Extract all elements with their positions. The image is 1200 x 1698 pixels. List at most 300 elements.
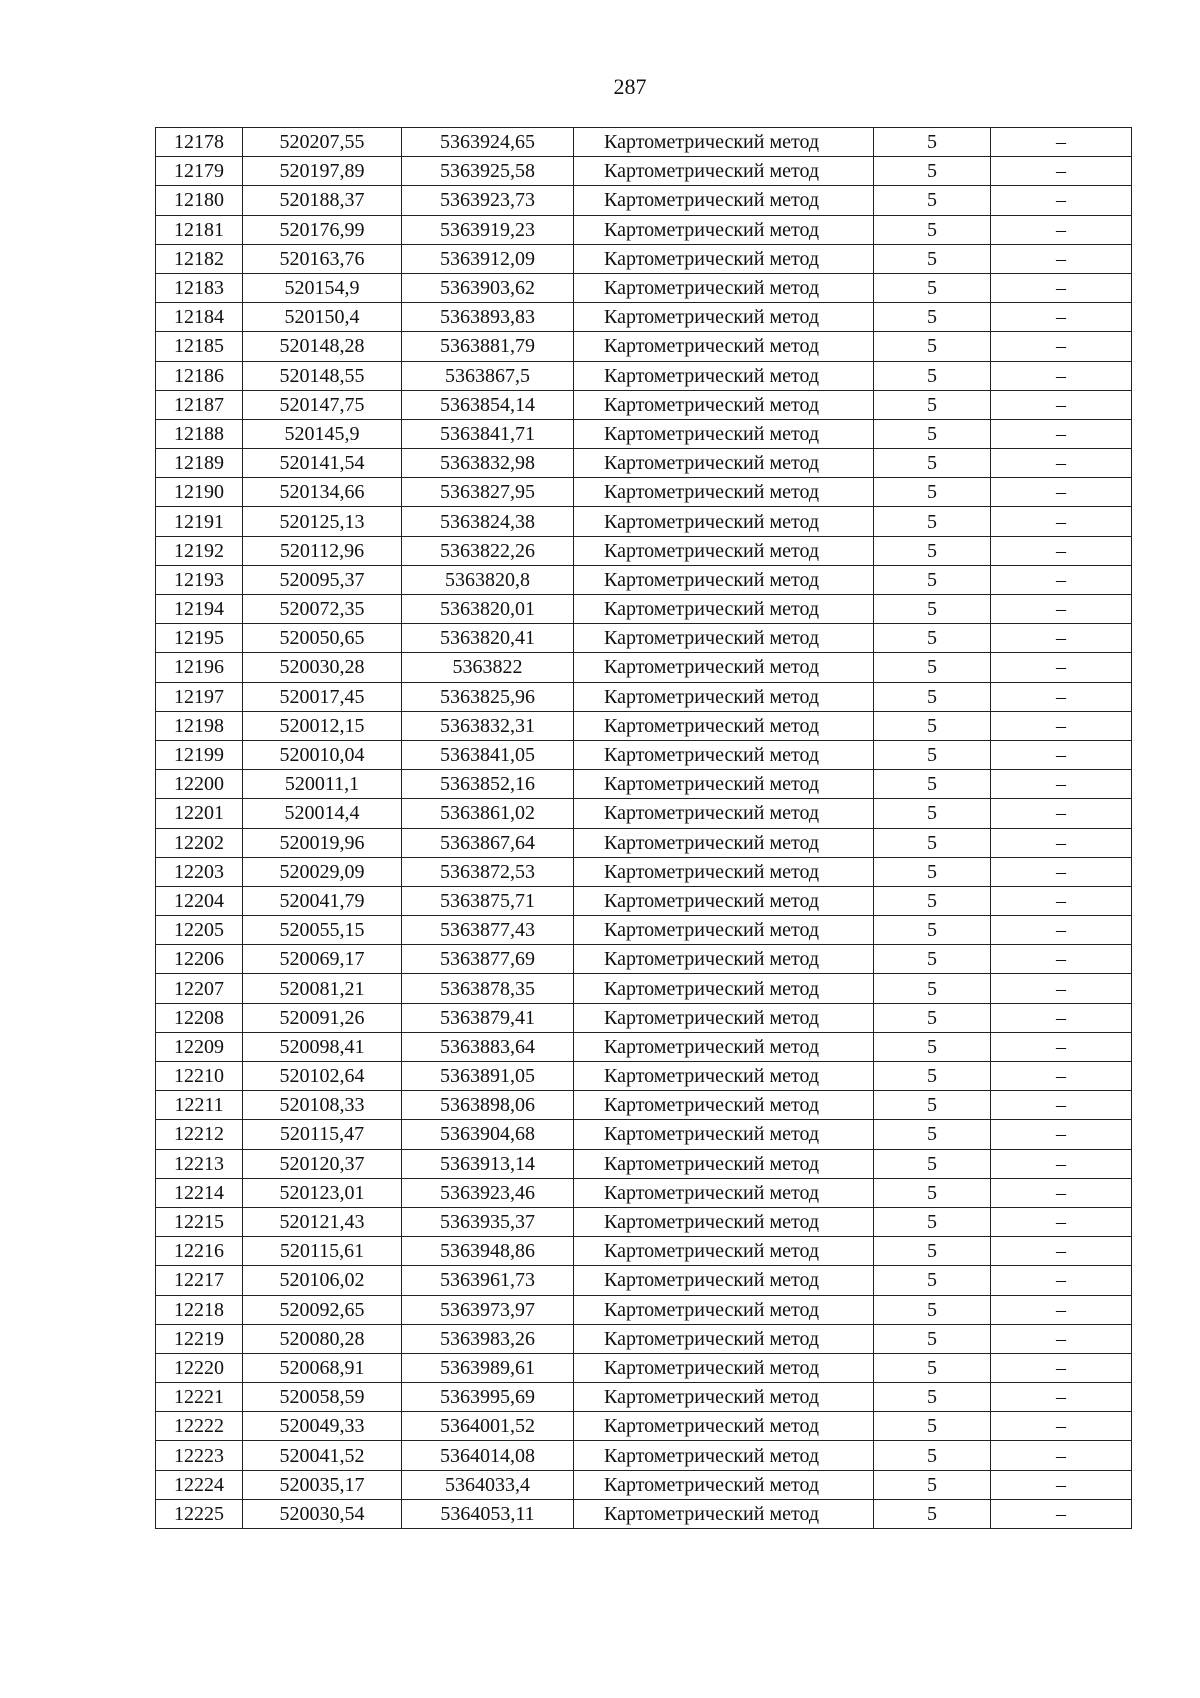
y-coordinate-cell: 5363878,35 (402, 974, 574, 1003)
note-cell: – (991, 390, 1132, 419)
note-cell: – (991, 1149, 1132, 1178)
y-coordinate-cell: 5363935,37 (402, 1207, 574, 1236)
accuracy-cell: 5 (874, 624, 991, 653)
y-coordinate-cell: 5363904,68 (402, 1120, 574, 1149)
note-cell: – (991, 740, 1132, 769)
accuracy-cell: 5 (874, 1353, 991, 1382)
note-cell: – (991, 128, 1132, 157)
point-id-cell: 12187 (156, 390, 243, 419)
y-coordinate-cell: 5363877,43 (402, 916, 574, 945)
method-cell: Картометрический метод (574, 1499, 874, 1528)
note-cell: – (991, 1091, 1132, 1120)
table-row (156, 361, 1132, 390)
accuracy-cell: 5 (874, 682, 991, 711)
y-coordinate-cell: 5363879,41 (402, 1003, 574, 1032)
note-cell: – (991, 244, 1132, 273)
note-cell: – (991, 273, 1132, 302)
note-cell: – (991, 157, 1132, 186)
y-coordinate-cell: 5364053,11 (402, 1499, 574, 1528)
point-id-cell: 12221 (156, 1383, 243, 1412)
accuracy-cell: 5 (874, 244, 991, 273)
y-coordinate-cell: 5363995,69 (402, 1383, 574, 1412)
point-id-cell: 12215 (156, 1207, 243, 1236)
method-cell: Картометрический метод (574, 157, 874, 186)
y-coordinate-cell: 5363841,05 (402, 740, 574, 769)
x-coordinate-cell: 520106,02 (243, 1266, 402, 1295)
x-coordinate-cell: 520012,15 (243, 711, 402, 740)
accuracy-cell: 5 (874, 1295, 991, 1324)
point-id-cell: 12212 (156, 1120, 243, 1149)
table-row (156, 186, 1132, 215)
point-id-cell: 12183 (156, 273, 243, 302)
y-coordinate-cell: 5363883,64 (402, 1032, 574, 1061)
accuracy-cell: 5 (874, 1470, 991, 1499)
y-coordinate-cell: 5363822 (402, 653, 574, 682)
note-cell: – (991, 1207, 1132, 1236)
note-cell: – (991, 1353, 1132, 1382)
x-coordinate-cell: 520091,26 (243, 1003, 402, 1032)
note-cell: – (991, 1470, 1132, 1499)
y-coordinate-cell: 5363820,41 (402, 624, 574, 653)
y-coordinate-cell: 5363854,14 (402, 390, 574, 419)
method-cell: Картометрический метод (574, 770, 874, 799)
x-coordinate-cell: 520017,45 (243, 682, 402, 711)
point-id-cell: 12219 (156, 1324, 243, 1353)
point-id-cell: 12220 (156, 1353, 243, 1382)
y-coordinate-cell: 5363961,73 (402, 1266, 574, 1295)
note-cell: – (991, 1412, 1132, 1441)
y-coordinate-cell: 5363891,05 (402, 1062, 574, 1091)
note-cell: – (991, 974, 1132, 1003)
table-row (156, 1412, 1132, 1441)
method-cell: Картометрический метод (574, 916, 874, 945)
accuracy-cell: 5 (874, 916, 991, 945)
point-id-cell: 12206 (156, 945, 243, 974)
x-coordinate-cell: 520108,33 (243, 1091, 402, 1120)
x-coordinate-cell: 520145,9 (243, 419, 402, 448)
x-coordinate-cell: 520141,54 (243, 449, 402, 478)
x-coordinate-cell: 520030,28 (243, 653, 402, 682)
note-cell: – (991, 1237, 1132, 1266)
x-coordinate-cell: 520098,41 (243, 1032, 402, 1061)
method-cell: Картометрический метод (574, 1149, 874, 1178)
point-id-cell: 12198 (156, 711, 243, 740)
table-row (156, 857, 1132, 886)
table-row (156, 624, 1132, 653)
method-cell: Картометрический метод (574, 886, 874, 915)
y-coordinate-cell: 5363861,02 (402, 799, 574, 828)
point-id-cell: 12222 (156, 1412, 243, 1441)
table-row (156, 1324, 1132, 1353)
y-coordinate-cell: 5363973,97 (402, 1295, 574, 1324)
method-cell: Картометрический метод (574, 1032, 874, 1061)
table-row (156, 770, 1132, 799)
y-coordinate-cell: 5363832,98 (402, 449, 574, 478)
table-row (156, 1441, 1132, 1470)
x-coordinate-cell: 520150,4 (243, 303, 402, 332)
y-coordinate-cell: 5363898,06 (402, 1091, 574, 1120)
point-id-cell: 12185 (156, 332, 243, 361)
x-coordinate-cell: 520154,9 (243, 273, 402, 302)
y-coordinate-cell: 5363822,26 (402, 536, 574, 565)
method-cell: Картометрический метод (574, 1237, 874, 1266)
y-coordinate-cell: 5363867,64 (402, 828, 574, 857)
point-id-cell: 12200 (156, 770, 243, 799)
accuracy-cell: 5 (874, 1441, 991, 1470)
point-id-cell: 12204 (156, 886, 243, 915)
accuracy-cell: 5 (874, 770, 991, 799)
note-cell: – (991, 1032, 1132, 1061)
point-id-cell: 12193 (156, 565, 243, 594)
table-row (156, 390, 1132, 419)
point-id-cell: 12196 (156, 653, 243, 682)
x-coordinate-cell: 520102,64 (243, 1062, 402, 1091)
note-cell: – (991, 1062, 1132, 1091)
x-coordinate-cell: 520050,65 (243, 624, 402, 653)
y-coordinate-cell: 5363923,46 (402, 1178, 574, 1207)
table-row (156, 157, 1132, 186)
note-cell: – (991, 478, 1132, 507)
table-row (156, 974, 1132, 1003)
table-row (156, 1178, 1132, 1207)
x-coordinate-cell: 520092,65 (243, 1295, 402, 1324)
x-coordinate-cell: 520176,99 (243, 215, 402, 244)
accuracy-cell: 5 (874, 711, 991, 740)
y-coordinate-cell: 5364001,52 (402, 1412, 574, 1441)
table-row (156, 886, 1132, 915)
y-coordinate-cell: 5363912,09 (402, 244, 574, 273)
accuracy-cell: 5 (874, 886, 991, 915)
page-number: 287 (613, 74, 647, 99)
y-coordinate-cell: 5363923,73 (402, 186, 574, 215)
point-id-cell: 12201 (156, 799, 243, 828)
accuracy-cell: 5 (874, 478, 991, 507)
note-cell: – (991, 449, 1132, 478)
y-coordinate-cell: 5363925,58 (402, 157, 574, 186)
point-id-cell: 12199 (156, 740, 243, 769)
table-row (156, 1091, 1132, 1120)
accuracy-cell: 5 (874, 1324, 991, 1353)
accuracy-cell: 5 (874, 536, 991, 565)
note-cell: – (991, 945, 1132, 974)
y-coordinate-cell: 5363948,86 (402, 1237, 574, 1266)
method-cell: Картометрический метод (574, 449, 874, 478)
y-coordinate-cell: 5363825,96 (402, 682, 574, 711)
method-cell: Картометрический метод (574, 419, 874, 448)
point-id-cell: 12195 (156, 624, 243, 653)
x-coordinate-cell: 520081,21 (243, 974, 402, 1003)
x-coordinate-cell: 520115,47 (243, 1120, 402, 1149)
table-row (156, 1237, 1132, 1266)
y-coordinate-cell: 5364033,4 (402, 1470, 574, 1499)
method-cell: Картометрический метод (574, 799, 874, 828)
point-id-cell: 12186 (156, 361, 243, 390)
point-id-cell: 12189 (156, 449, 243, 478)
table-row (156, 565, 1132, 594)
note-cell: – (991, 332, 1132, 361)
note-cell: – (991, 799, 1132, 828)
table-row (156, 128, 1132, 157)
x-coordinate-cell: 520072,35 (243, 595, 402, 624)
y-coordinate-cell: 5363877,69 (402, 945, 574, 974)
method-cell: Картометрический метод (574, 1383, 874, 1412)
x-coordinate-cell: 520134,66 (243, 478, 402, 507)
note-cell: – (991, 1266, 1132, 1295)
point-id-cell: 12209 (156, 1032, 243, 1061)
table-row (156, 682, 1132, 711)
accuracy-cell: 5 (874, 157, 991, 186)
method-cell: Картометрический метод (574, 536, 874, 565)
y-coordinate-cell: 5363913,14 (402, 1149, 574, 1178)
point-id-cell: 12203 (156, 857, 243, 886)
method-cell: Картометрический метод (574, 1295, 874, 1324)
y-coordinate-cell: 5363924,65 (402, 128, 574, 157)
y-coordinate-cell: 5363983,26 (402, 1324, 574, 1353)
note-cell: – (991, 1324, 1132, 1353)
table-row (156, 711, 1132, 740)
table-row (156, 1032, 1132, 1061)
table-row (156, 799, 1132, 828)
table-row (156, 828, 1132, 857)
accuracy-cell: 5 (874, 828, 991, 857)
y-coordinate-cell: 5363827,95 (402, 478, 574, 507)
point-id-cell: 12202 (156, 828, 243, 857)
x-coordinate-cell: 520120,37 (243, 1149, 402, 1178)
table-row (156, 1383, 1132, 1412)
method-cell: Картометрический метод (574, 1353, 874, 1382)
method-cell: Картометрический метод (574, 1120, 874, 1149)
accuracy-cell: 5 (874, 1266, 991, 1295)
x-coordinate-cell: 520163,76 (243, 244, 402, 273)
note-cell: – (991, 595, 1132, 624)
method-cell: Картометрический метод (574, 565, 874, 594)
point-id-cell: 12190 (156, 478, 243, 507)
point-id-cell: 12225 (156, 1499, 243, 1528)
method-cell: Картометрический метод (574, 1470, 874, 1499)
note-cell: – (991, 507, 1132, 536)
accuracy-cell: 5 (874, 128, 991, 157)
method-cell: Картометрический метод (574, 1091, 874, 1120)
note-cell: – (991, 770, 1132, 799)
table-row (156, 1003, 1132, 1032)
note-cell: – (991, 565, 1132, 594)
x-coordinate-cell: 520069,17 (243, 945, 402, 974)
y-coordinate-cell: 5363893,83 (402, 303, 574, 332)
x-coordinate-cell: 520115,61 (243, 1237, 402, 1266)
note-cell: – (991, 857, 1132, 886)
x-coordinate-cell: 520112,96 (243, 536, 402, 565)
note-cell: – (991, 215, 1132, 244)
table-row (156, 1499, 1132, 1528)
point-id-cell: 12218 (156, 1295, 243, 1324)
point-id-cell: 12180 (156, 186, 243, 215)
method-cell: Картометрический метод (574, 303, 874, 332)
method-cell: Картометрический метод (574, 740, 874, 769)
accuracy-cell: 5 (874, 449, 991, 478)
accuracy-cell: 5 (874, 186, 991, 215)
accuracy-cell: 5 (874, 1383, 991, 1412)
x-coordinate-cell: 520125,13 (243, 507, 402, 536)
accuracy-cell: 5 (874, 857, 991, 886)
method-cell: Картометрический метод (574, 1266, 874, 1295)
point-id-cell: 12188 (156, 419, 243, 448)
x-coordinate-cell: 520035,17 (243, 1470, 402, 1499)
note-cell: – (991, 303, 1132, 332)
method-cell: Картометрический метод (574, 828, 874, 857)
table-row (156, 1207, 1132, 1236)
note-cell: – (991, 419, 1132, 448)
x-coordinate-cell: 520014,4 (243, 799, 402, 828)
accuracy-cell: 5 (874, 595, 991, 624)
point-id-cell: 12192 (156, 536, 243, 565)
note-cell: – (991, 711, 1132, 740)
x-coordinate-cell: 520148,28 (243, 332, 402, 361)
point-id-cell: 12208 (156, 1003, 243, 1032)
accuracy-cell: 5 (874, 1207, 991, 1236)
method-cell: Картометрический метод (574, 128, 874, 157)
accuracy-cell: 5 (874, 215, 991, 244)
y-coordinate-cell: 5364014,08 (402, 1441, 574, 1470)
accuracy-cell: 5 (874, 419, 991, 448)
x-coordinate-cell: 520041,79 (243, 886, 402, 915)
y-coordinate-cell: 5363875,71 (402, 886, 574, 915)
y-coordinate-cell: 5363824,38 (402, 507, 574, 536)
table-row (156, 1470, 1132, 1499)
point-id-cell: 12178 (156, 128, 243, 157)
method-cell: Картометрический метод (574, 186, 874, 215)
method-cell: Картометрический метод (574, 478, 874, 507)
note-cell: – (991, 186, 1132, 215)
x-coordinate-cell: 520068,91 (243, 1353, 402, 1382)
accuracy-cell: 5 (874, 1149, 991, 1178)
method-cell: Картометрический метод (574, 945, 874, 974)
method-cell: Картометрический метод (574, 1441, 874, 1470)
note-cell: – (991, 886, 1132, 915)
accuracy-cell: 5 (874, 1091, 991, 1120)
note-cell: – (991, 1295, 1132, 1324)
accuracy-cell: 5 (874, 1003, 991, 1032)
x-coordinate-cell: 520030,54 (243, 1499, 402, 1528)
table-row (156, 215, 1132, 244)
table-row (156, 303, 1132, 332)
method-cell: Картометрический метод (574, 1062, 874, 1091)
note-cell: – (991, 536, 1132, 565)
table-row (156, 273, 1132, 302)
note-cell: – (991, 916, 1132, 945)
y-coordinate-cell: 5363881,79 (402, 332, 574, 361)
accuracy-cell: 5 (874, 565, 991, 594)
note-cell: – (991, 1383, 1132, 1412)
y-coordinate-cell: 5363852,16 (402, 770, 574, 799)
table-row (156, 1353, 1132, 1382)
table-row (156, 945, 1132, 974)
method-cell: Картометрический метод (574, 1412, 874, 1441)
note-cell: – (991, 1003, 1132, 1032)
x-coordinate-cell: 520207,55 (243, 128, 402, 157)
y-coordinate-cell: 5363872,53 (402, 857, 574, 886)
method-cell: Картометрический метод (574, 974, 874, 1003)
x-coordinate-cell: 520049,33 (243, 1412, 402, 1441)
note-cell: – (991, 624, 1132, 653)
method-cell: Картометрический метод (574, 1207, 874, 1236)
point-id-cell: 12191 (156, 507, 243, 536)
accuracy-cell: 5 (874, 507, 991, 536)
accuracy-cell: 5 (874, 945, 991, 974)
table-row (156, 1062, 1132, 1091)
x-coordinate-cell: 520019,96 (243, 828, 402, 857)
table-row (156, 244, 1132, 273)
table-row (156, 595, 1132, 624)
point-id-cell: 12210 (156, 1062, 243, 1091)
method-cell: Картометрический метод (574, 1178, 874, 1207)
y-coordinate-cell: 5363867,5 (402, 361, 574, 390)
y-coordinate-cell: 5363832,31 (402, 711, 574, 740)
table-row (156, 332, 1132, 361)
method-cell: Картометрический метод (574, 390, 874, 419)
accuracy-cell: 5 (874, 1237, 991, 1266)
table-row (156, 1120, 1132, 1149)
y-coordinate-cell: 5363820,01 (402, 595, 574, 624)
method-cell: Картометрический метод (574, 857, 874, 886)
note-cell: – (991, 1120, 1132, 1149)
accuracy-cell: 5 (874, 273, 991, 302)
table-row (156, 1295, 1132, 1324)
accuracy-cell: 5 (874, 974, 991, 1003)
x-coordinate-cell: 520058,59 (243, 1383, 402, 1412)
x-coordinate-cell: 520197,89 (243, 157, 402, 186)
method-cell: Картометрический метод (574, 361, 874, 390)
x-coordinate-cell: 520055,15 (243, 916, 402, 945)
table-row (156, 653, 1132, 682)
point-id-cell: 12223 (156, 1441, 243, 1470)
accuracy-cell: 5 (874, 1120, 991, 1149)
accuracy-cell: 5 (874, 740, 991, 769)
accuracy-cell: 5 (874, 361, 991, 390)
point-id-cell: 12205 (156, 916, 243, 945)
y-coordinate-cell: 5363919,23 (402, 215, 574, 244)
x-coordinate-cell: 520041,52 (243, 1441, 402, 1470)
method-cell: Картометрический метод (574, 244, 874, 273)
table-row (156, 507, 1132, 536)
accuracy-cell: 5 (874, 332, 991, 361)
x-coordinate-cell: 520029,09 (243, 857, 402, 886)
x-coordinate-cell: 520095,37 (243, 565, 402, 594)
note-cell: – (991, 682, 1132, 711)
accuracy-cell: 5 (874, 653, 991, 682)
note-cell: – (991, 1441, 1132, 1470)
method-cell: Картометрический метод (574, 1324, 874, 1353)
point-id-cell: 12224 (156, 1470, 243, 1499)
x-coordinate-cell: 520123,01 (243, 1178, 402, 1207)
x-coordinate-cell: 520121,43 (243, 1207, 402, 1236)
accuracy-cell: 5 (874, 303, 991, 332)
table-row (156, 419, 1132, 448)
method-cell: Картометрический метод (574, 595, 874, 624)
x-coordinate-cell: 520147,75 (243, 390, 402, 419)
x-coordinate-cell: 520148,55 (243, 361, 402, 390)
method-cell: Картометрический метод (574, 653, 874, 682)
point-id-cell: 12197 (156, 682, 243, 711)
y-coordinate-cell: 5363989,61 (402, 1353, 574, 1382)
table-row (156, 740, 1132, 769)
table-row (156, 916, 1132, 945)
point-id-cell: 12194 (156, 595, 243, 624)
note-cell: – (991, 1178, 1132, 1207)
method-cell: Картометрический метод (574, 711, 874, 740)
method-cell: Картометрический метод (574, 332, 874, 361)
x-coordinate-cell: 520010,04 (243, 740, 402, 769)
point-id-cell: 12217 (156, 1266, 243, 1295)
